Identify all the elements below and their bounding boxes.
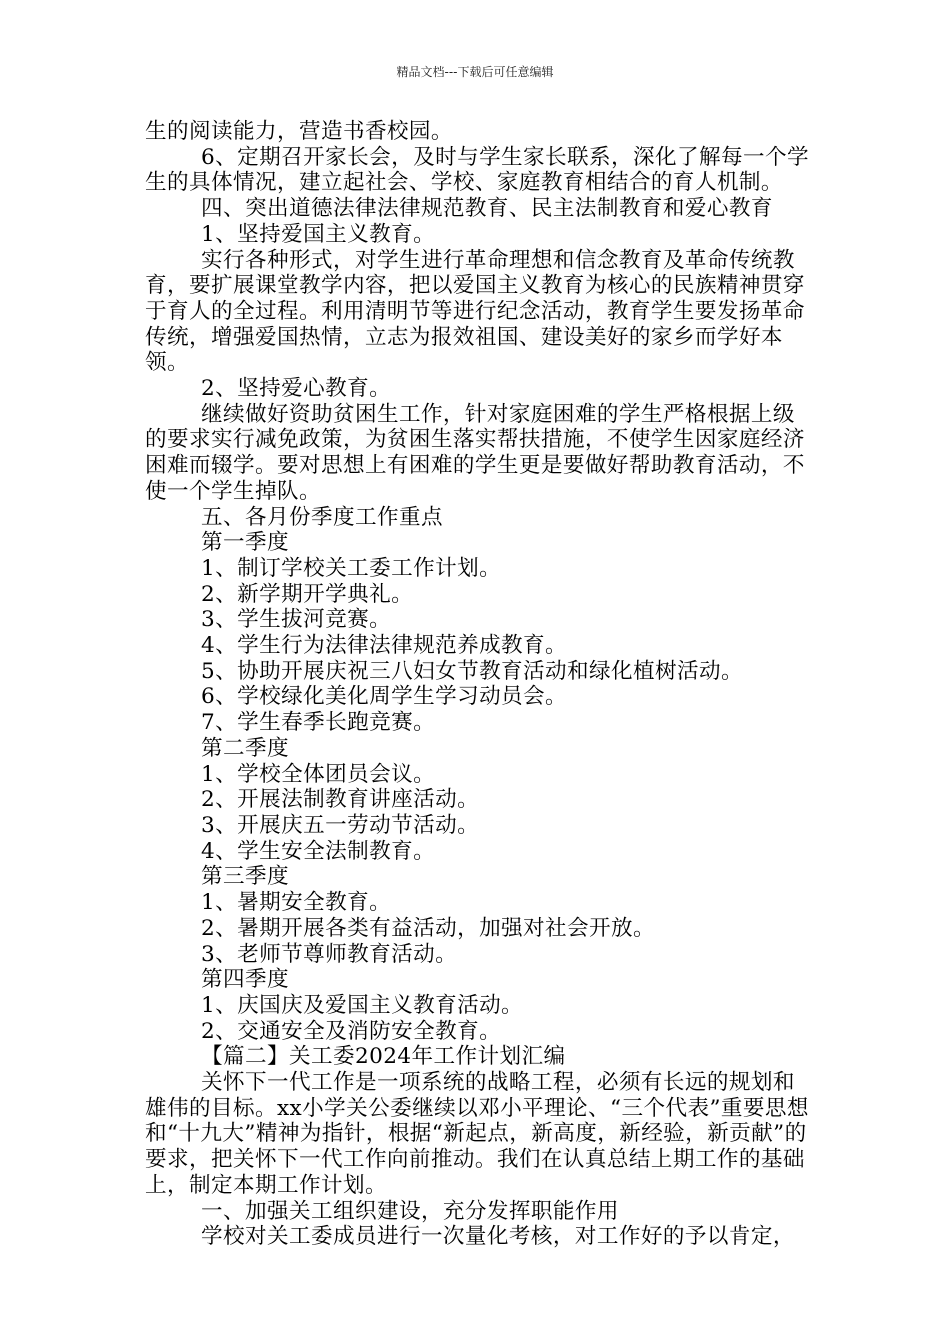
list-item: 4、学生安全法制教育。	[201, 838, 436, 864]
list-item: 3、学生拔河竞赛。	[201, 607, 392, 633]
quarter-heading: 第二季度	[201, 735, 289, 761]
list-item: 1、暑期安全教育。	[201, 890, 392, 916]
subheading: 1、坚持爱国主义教育。	[201, 221, 436, 247]
paragraph: 关怀下一代工作是一项系统的战略工程，必须有长远的规划和雄伟的目标。xx小学关公委继续以邓小平理论、“三个代表”重要思想和“十九大”精神为指针，根据“新起点，新高度，新经验，新贡献”的要求，把关怀下一代工作向前推动。我们在认真总结上期工作的基础上，制定本期工作计划。	[145, 1070, 809, 1198]
list-item: 2、交通安全及消防安全教育。	[201, 1018, 502, 1044]
list-item: 1、庆国庆及爱国主义教育活动。	[201, 992, 524, 1018]
list-item: 1、学校全体团员会议。	[201, 761, 436, 787]
list-item: 2、新学期开学典礼。	[201, 581, 414, 607]
quarter-heading: 第三季度	[201, 864, 289, 890]
list-item: 3、老师节尊师教育活动。	[201, 941, 458, 967]
quarter-heading: 第四季度	[201, 967, 289, 993]
paragraph: 6、定期召开家长会，及时与学生家长联系，深化了解每一个学生的具体情况，建立起社会、学校、家庭教育相结合的育人机制。	[145, 144, 809, 196]
paragraph: 学校对关工委成员进行一次量化考核，对工作好的予以肯定，	[201, 1224, 795, 1250]
list-item: 6、学校绿化美化周学生学习动员会。	[201, 684, 568, 710]
list-item: 5、协助开展庆祝三八妇女节教育活动和绿化植树活动。	[201, 658, 743, 684]
section-heading: 五、各月份季度工作重点	[201, 504, 443, 530]
subheading: 2、坚持爱心教育。	[201, 376, 392, 402]
page-header: 精品文档---下载后可任意编辑	[396, 65, 554, 79]
list-item: 2、暑期开展各类有益活动，加强对社会开放。	[201, 915, 656, 941]
list-item: 1、制订学校关工委工作计划。	[201, 555, 502, 581]
section-heading: 四、突出道德法律法律规范教育、民主法制教育和爱心教育	[201, 196, 773, 222]
paragraph: 继续做好资助贫困生工作，针对家庭困难的学生严格根据上级的要求实行减免政策，为贫困生落实帮扶措施，不使学生因家庭经济困难而辍学。要对思想上有困难的学生更是要做好帮助教育活动，不使一个学生掉队。	[145, 401, 805, 504]
paragraph: 实行各种形式，对学生进行革命理想和信念教育及革命传统教育，要扩展课堂教学内容，把以爱国主义教育为核心的民族精神贯穿于育人的全过程。利用清明节等进行纪念活动，教育学生要发扬革命传统，增强爱国热情，立志为报效祖国、建设美好的家乡而学好本领。	[145, 247, 805, 376]
list-item: 4、学生行为法律法律规范养成教育。	[201, 633, 568, 659]
chapter-heading: 【篇二】关工委2024年工作计划汇编	[201, 1044, 566, 1070]
document-body	[145, 119, 815, 1250]
paragraph: 生的阅读能力，营造书香校园。	[145, 119, 453, 144]
list-item: 3、开展庆五一劳动节活动。	[201, 812, 480, 838]
list-item: 7、学生春季长跑竞赛。	[201, 710, 436, 736]
section-heading: 一、加强关工组织建设，充分发挥职能作用	[201, 1198, 619, 1224]
quarter-heading: 第一季度	[201, 530, 289, 556]
list-item: 2、开展法制教育讲座活动。	[201, 787, 480, 813]
